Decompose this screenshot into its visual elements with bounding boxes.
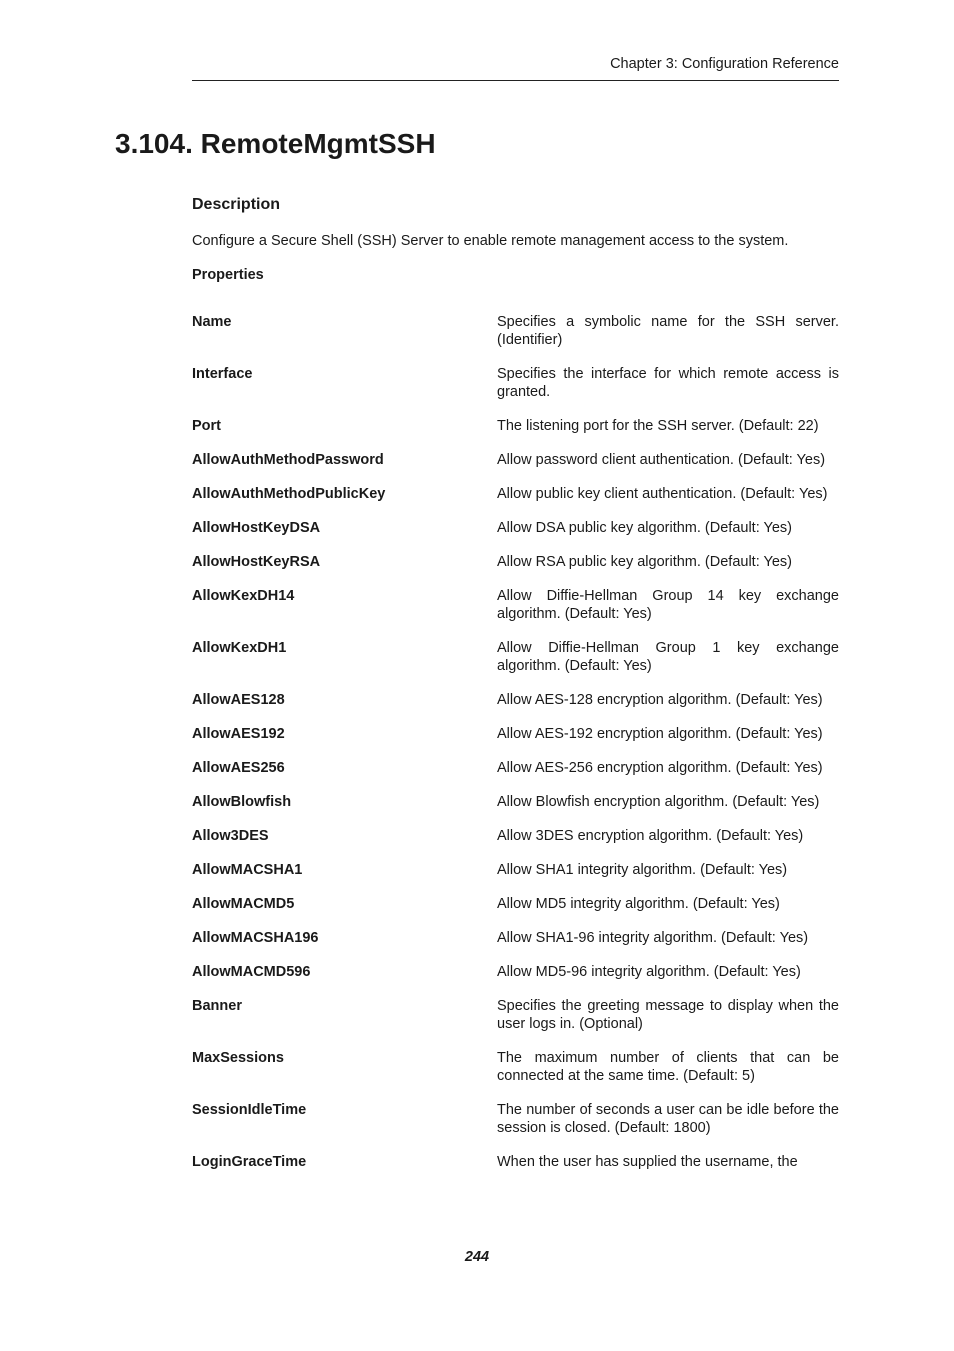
property-row — [192, 553, 839, 571]
property-description: Allow AES-128 encryption algorithm. (Default: Yes) — [497, 692, 823, 708]
property-row — [192, 417, 839, 435]
property-description: Allow MD5-96 integrity algorithm. (Default: Yes) — [497, 964, 801, 980]
property-row — [192, 587, 839, 623]
property-row — [192, 759, 839, 777]
property-description: Allow Diffie-Hellman Group 1 key exchange algorithm. (Default: Yes) — [497, 640, 839, 674]
properties-heading: Properties — [192, 267, 264, 283]
property-row — [192, 691, 839, 709]
property-name: AllowMACSHA196 — [192, 930, 319, 946]
property-description: Allow AES-192 encryption algorithm. (Default: Yes) — [497, 726, 823, 742]
property-name: SessionIdleTime — [192, 1102, 307, 1118]
property-description: Allow AES-256 encryption algorithm. (Default: Yes) — [497, 760, 823, 776]
property-name: Name — [192, 314, 232, 330]
property-name: LoginGraceTime — [192, 1154, 307, 1170]
description-text: Configure a Secure Shell (SSH) Server to enable remote management access to the system. — [192, 233, 789, 249]
property-row — [192, 639, 839, 675]
property-description: Allow SHA1 integrity algorithm. (Default: Yes) — [497, 862, 788, 878]
property-name: AllowHostKeyDSA — [192, 520, 321, 536]
property-row — [192, 451, 839, 469]
property-description: Allow DSA public key algorithm. (Default: Yes) — [497, 520, 792, 536]
property-name: AllowBlowfish — [192, 794, 292, 810]
property-name: AllowAuthMethodPassword — [192, 452, 384, 468]
property-description: Specifies the interface for which remote access is granted. — [497, 366, 839, 400]
property-description: The maximum number of clients that can be connected at the same time. (Default: 5) — [497, 1050, 839, 1084]
property-description: Allow MD5 integrity algorithm. (Default: Yes) — [497, 896, 780, 912]
property-row — [192, 861, 839, 879]
property-row — [192, 725, 839, 743]
property-row — [192, 827, 839, 845]
property-name: AllowHostKeyRSA — [192, 554, 321, 570]
property-row — [192, 519, 839, 537]
property-row — [192, 929, 839, 947]
property-name: Interface — [192, 366, 253, 382]
property-row — [192, 997, 839, 1033]
property-row — [192, 1101, 839, 1137]
property-name: Port — [192, 418, 221, 434]
property-row — [192, 365, 839, 401]
running-header: Chapter 3: Configuration Reference — [610, 56, 839, 72]
property-name: AllowAES256 — [192, 760, 285, 776]
property-description: Allow Diffie-Hellman Group 14 key exchange algorithm. (Default: Yes) — [497, 588, 839, 622]
property-row — [192, 313, 839, 349]
property-name: AllowMACSHA1 — [192, 862, 303, 878]
properties-table — [192, 313, 839, 1187]
property-name: AllowAES192 — [192, 726, 285, 742]
property-row — [192, 963, 839, 981]
property-row — [192, 793, 839, 811]
property-description: Specifies a symbolic name for the SSH server. (Identifier) — [497, 314, 839, 348]
property-description: Specifies the greeting message to display when the user logs in. (Optional) — [497, 998, 839, 1032]
page-title: 3.104. RemoteMgmtSSH — [115, 128, 436, 159]
property-row — [192, 1049, 839, 1085]
property-row — [192, 895, 839, 913]
page-number: 244 — [464, 1249, 490, 1265]
property-row — [192, 1153, 839, 1171]
property-description: Allow public key client authentication. (Default: Yes) — [497, 486, 828, 502]
property-name: AllowKexDH1 — [192, 640, 287, 656]
property-name: Allow3DES — [192, 828, 269, 844]
property-row — [192, 485, 839, 503]
property-name: MaxSessions — [192, 1050, 284, 1066]
property-name: AllowKexDH14 — [192, 588, 295, 604]
property-description: The listening port for the SSH server. (Default: 22) — [497, 418, 819, 434]
property-name: AllowAuthMethodPublicKey — [192, 486, 386, 502]
property-name: AllowAES128 — [192, 692, 285, 708]
property-description: Allow password client authentication. (Default: Yes) — [497, 452, 826, 468]
property-description: Allow Blowfish encryption algorithm. (Default: Yes) — [497, 794, 820, 810]
header-rule — [192, 80, 839, 81]
property-name: AllowMACMD5 — [192, 896, 295, 912]
property-description: When the user has supplied the username, the — [497, 1154, 798, 1170]
property-description: Allow 3DES encryption algorithm. (Default: Yes) — [497, 828, 804, 844]
property-description: The number of seconds a user can be idle before the session is closed. (Default: 1800) — [497, 1102, 839, 1136]
property-name: Banner — [192, 998, 242, 1014]
property-description: Allow RSA public key algorithm. (Default: Yes) — [497, 554, 792, 570]
description-heading: Description — [192, 196, 281, 213]
property-name: AllowMACMD596 — [192, 964, 311, 980]
property-description: Allow SHA1-96 integrity algorithm. (Default: Yes) — [497, 930, 809, 946]
